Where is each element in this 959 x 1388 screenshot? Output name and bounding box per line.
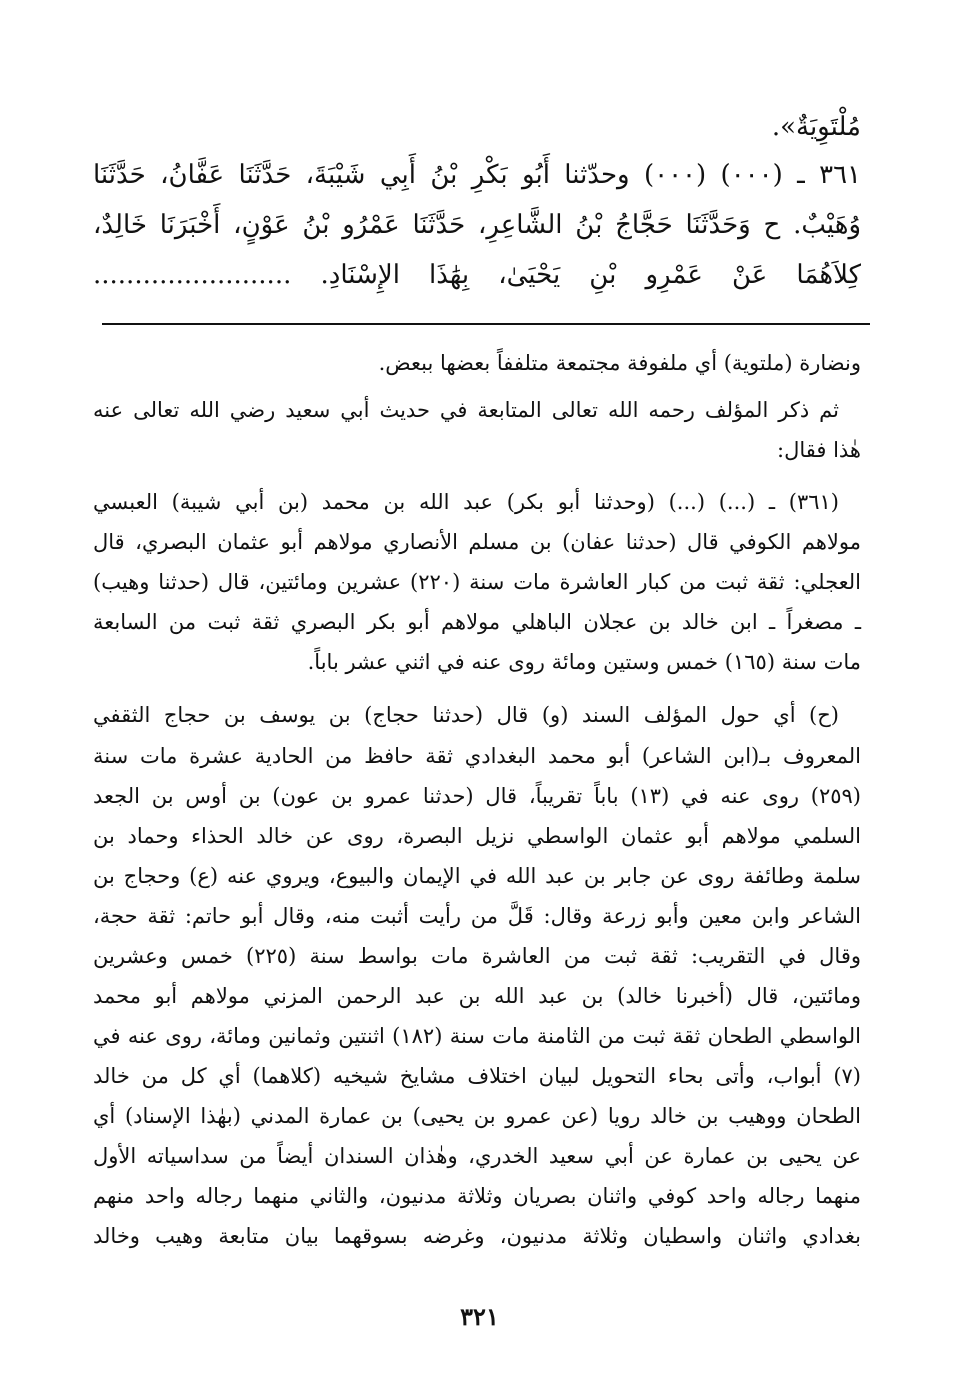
commentary-line: الطحان ووهيب بن خالد رويا (عن عمرو بن يحيى) بن عمارة المدني (بهٰذا الإسناد) أي bbox=[93, 1104, 861, 1128]
commentary-line: المعروف بـ(ابن الشاعر) أبو محمد البغدادي ثقة حافظ من الحادية عشرة مات سنة bbox=[93, 744, 861, 768]
commentary-line: ثم ذكر المؤلف رحمه الله تعالى المتابعة في حديث أبي سعيد رضي الله تعالى عنه bbox=[93, 398, 839, 422]
commentary-line: الشاعر وابن معين وأبو زرعة وقال: قَلَّ من رأيت أثبت منه، وقال أبو حاتم: ثقة حجة، bbox=[93, 904, 861, 928]
commentary-line: ونضارة (ملتوية) أي ملفوفة مجتمعة متلففاً بعضها ببعض. bbox=[378, 351, 861, 375]
hadith-line: مُلْتَوِيَةٌ». bbox=[771, 112, 861, 142]
commentary-line: وقال في التقريب: ثقة ثبت من العاشرة مات بواسط سنة (٢٢٥) خمس وعشرين bbox=[93, 944, 861, 968]
commentary-line: (٣٦١) ـ (...) (...) (وحدثنا أبو بكر) عبد الله بن محمد (بن أبي شيبة) العبسي bbox=[93, 490, 839, 514]
hadith-line: كِلاَهُمَا عَنْ عَمْرِو بْنِ يَحْيَىٰ، بِهَٰذَا الإِسْنَادِ. ........................ bbox=[93, 260, 861, 290]
commentary-line: سلمة وطائفة روى عن جابر بن عبد الله في الإيمان والبيوع، ويروي عنه (ع) وحجاج بن bbox=[93, 864, 861, 888]
hadith-line: وُهَيْبٌ. ح وَحَدَّثَنَا حَجَّاجُ بْنُ الشَّاعِرِ، حَدَّثَنَا عَمْرُو بْنُ عَوْنٍ، أَخْبَرَنَا خَالِدٌ، bbox=[93, 210, 861, 240]
commentary-line: العجلي: ثقة ثبت من كبار العاشرة مات سنة (٢٢٠) عشرين ومائتين، قال (حدثنا وهيب) bbox=[93, 570, 861, 594]
commentary-line: (ح) أي حول المؤلف السند (و) قال (حدثنا حجاج) بن يوسف بن حجاج الثقفي bbox=[93, 703, 839, 727]
commentary-line: (٢٥٩) روى عنه في (١٣) باباً تقريباً، قال (حدثنا عمرو بن عون) بن أوس بن الجعد bbox=[93, 784, 861, 808]
commentary-line: هٰذا فقال: bbox=[777, 438, 861, 462]
commentary-line: السلمي مولاهم أبو عثمان الواسطي نزيل البصرة، روى عن خالد الحذاء وحماد بن bbox=[93, 824, 861, 848]
commentary-line: الواسطي الطحان ثقة ثبت من الثامنة مات سنة (١٨٢) اثنتين وثمانين ومائة، روى عنه في bbox=[93, 1024, 862, 1048]
commentary-line: عن يحيى بن عمارة عن أبي سعيد الخدري، وهٰذان السندان أيضاً من سداسياته الأول bbox=[93, 1144, 861, 1168]
commentary-line: ومائتين، قال (أخبرنا خالد) بن عبد الله بن عبد الرحمن المزني مولاهم أبو محمد bbox=[93, 984, 861, 1008]
commentary-line: مات سنة (١٦٥) خمس وستين ومائة روى عنه في اثني عشر باباً. bbox=[307, 650, 861, 674]
commentary-line: (٧) أبواب، وأتى بحاء التحويل لبيان اختلاف مشايخ شيخيه (كلاهما) أي كل من خالد bbox=[93, 1064, 861, 1088]
commentary-line: ـ مصغراً ـ ابن خالد بن عجلان الباهلي مولاهم أبو بكر البصري ثقة ثبت من السابعة bbox=[93, 610, 861, 634]
hadith-line: ٣٦١ ـ (٠٠٠) (٠٠٠) وحدّثنا أَبُو بَكْرِ بْنُ أَبِي شَيْبَةَ، حَدَّثَنَا عَفَّانُ، حَدَّثَنَا bbox=[93, 160, 862, 190]
commentary-line: منهما رجاله واحد كوفي واثنان بصريان وثلاثة مدنيون، والثاني منهما رجاله واحد منهم bbox=[93, 1184, 861, 1208]
commentary-line: بغدادي واثنان واسطيان وثلاثة مدنيون، وغرضه بسوقهما بيان متابعة وهيب وخالد bbox=[93, 1224, 861, 1248]
page-number: ٣٢١ bbox=[460, 1302, 499, 1331]
commentary-line: مولاهم الكوفي قال (حدثنا عفان) بن مسلم الأنصاري مولاهم أبو عثمان البصري، قال bbox=[93, 530, 861, 554]
footnote-divider bbox=[102, 323, 870, 325]
